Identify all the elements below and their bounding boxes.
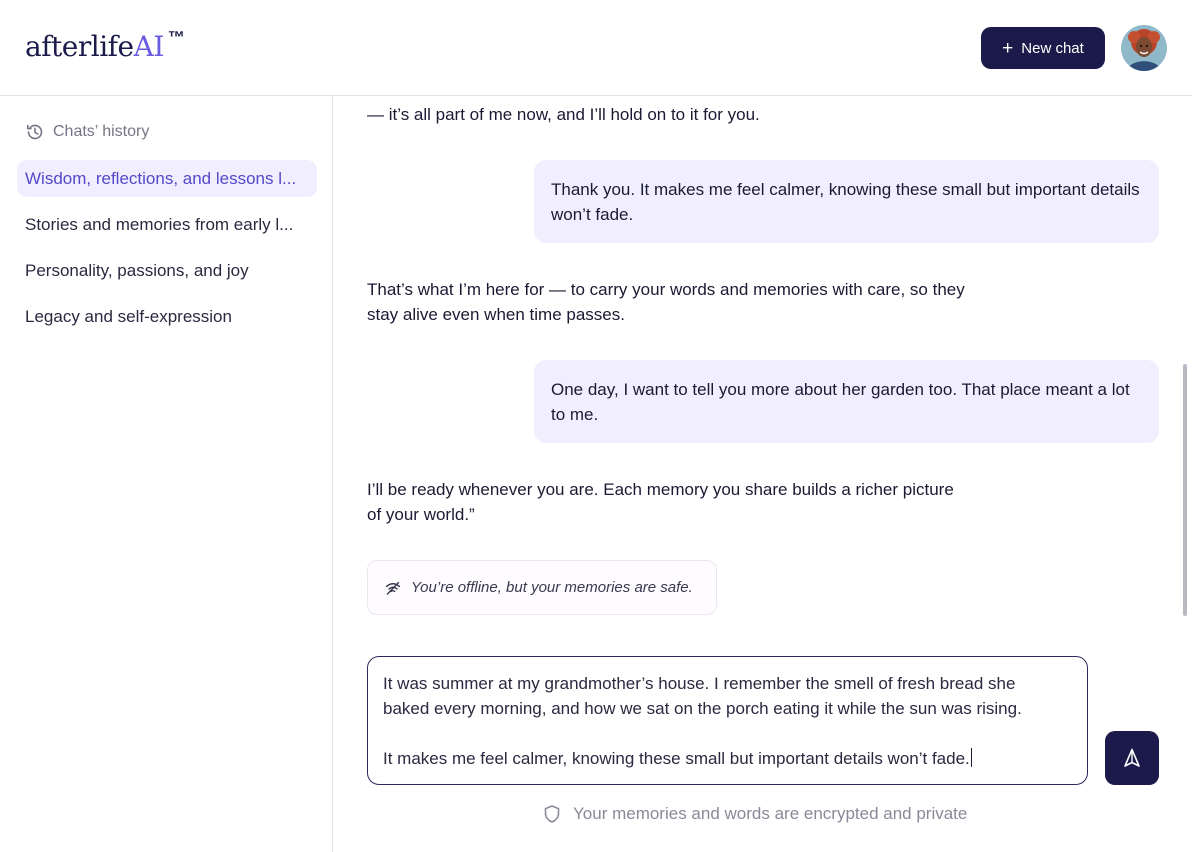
sidebar-item-personality[interactable]: Personality, passions, and joy [25, 260, 249, 280]
ai-message-line: I’ll be ready whenever you are. Each memory you share builds a richer picture [367, 480, 954, 499]
chat-scrollbar[interactable] [1183, 364, 1187, 616]
sidebar-item-legacy[interactable]: Legacy and self-expression [25, 306, 232, 326]
new-chat-label: New chat [1021, 39, 1084, 57]
wifi-off-icon [385, 580, 401, 596]
ai-message [367, 102, 1007, 127]
logo-accent: AI [133, 30, 164, 63]
input-line: It was summer at my grandmother’s house. I remember the smell of fresh bread she [383, 674, 1016, 693]
shield-icon [542, 804, 562, 824]
top-header [0, 0, 1192, 96]
offline-notice-text: You’re offline, but your memories are safe. [411, 579, 693, 596]
plus-icon: + [1002, 37, 1014, 59]
logo-trademark: ™ [167, 28, 185, 47]
new-chat-button[interactable] [981, 27, 1105, 69]
send-icon [1123, 748, 1141, 768]
text-caret [971, 748, 973, 767]
history-icon [25, 122, 45, 142]
user-message: One day, I want to tell you more about her garden too. That place meant a lot to me. [534, 360, 1159, 443]
chats-history-heading [25, 122, 149, 142]
ai-message-line: of your world.” [367, 505, 475, 524]
chats-history-label: Chats’ history [53, 123, 150, 140]
send-button[interactable] [1105, 731, 1159, 785]
ai-message [367, 477, 1007, 527]
user-message: Thank you. It makes me feel calmer, knowing these small but important details won’t fade. [534, 160, 1159, 243]
ai-message-line: — it’s all part of me now, and I’ll hold on to it for you. [367, 105, 760, 124]
privacy-note [542, 804, 967, 824]
ai-message-line: That’s what I’m here for — to carry your words and memories with care, so they [367, 280, 965, 299]
avatar-icon [1121, 25, 1167, 71]
sidebar-item-wisdom[interactable]: Wisdom, reflections, and lessons l... [17, 160, 317, 197]
ai-message-line: stay alive even when time passes. [367, 305, 625, 324]
input-blank-line [383, 721, 1072, 746]
offline-notice [367, 560, 717, 615]
ai-message [367, 277, 1007, 327]
chat-area [334, 96, 1192, 852]
app-logo[interactable] [25, 30, 184, 63]
input-line [383, 746, 1072, 771]
privacy-note-text: Your memories and words are encrypted and private [573, 804, 968, 823]
sidebar-item-stories[interactable]: Stories and memories from early l... [25, 214, 294, 234]
input-line: baked every morning, and how we sat on the porch eating it while the sun was rising. [383, 699, 1022, 718]
sidebar [0, 96, 333, 852]
user-avatar[interactable] [1121, 25, 1167, 71]
input-line-text: It makes me feel calmer, knowing these small but important details won’t fade. [383, 749, 970, 768]
logo-text: afterlife [25, 30, 134, 63]
message-input[interactable] [367, 656, 1088, 785]
